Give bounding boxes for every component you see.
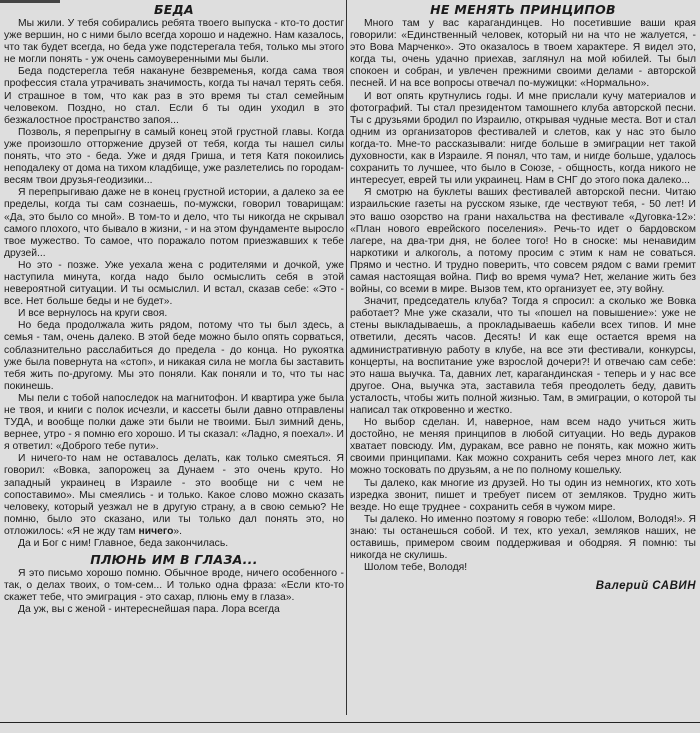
paragraph: Ты далеко, как многие из друзей. Но ты один из немногих, кто хоть изредка звонит, пишет и требует писем от земляков. Трудно жить везде. Но еще труднее - сохранить себя в чужом мире. [350, 477, 696, 513]
right-column [350, 0, 696, 733]
paragraph: Много там у вас карагандинцев. Но посетившие ваши края говорили: «Единственный человек, который ни на что не жалуется, - это Вова Марченко». Это оказалось в твоем характере. Я видел это, когда ты, очень удачно приехав, заглянул на мой юбилей. Ты был спокоен и собран, и увлечен прежними своими делами - авторской песней. И на все вопросы отвечал по-мужицки: «Нормально». [350, 18, 696, 90]
paragraph: Но это - позже. Уже уехала жена с родителями и дочкой, уже наступила минута, когда надо было осмыслить себя в этой невероятной ситуации. И ты осмыслил. И встал, сказав себе: «Это - все. Нет больше беды и не будет». [4, 259, 344, 308]
paragraph: Но беда продолжала жить рядом, потому что ты был здесь, а семья - там, очень далеко. В этой беде можно было опять сорваться, соблазнительно расслабиться до предела - до конца. Но рукоятка уже была повернута на «стоп», и никакая сила не могла бы заставить тебя жить по-другому. Мы это поняли. Как поняли и то, что ты нас покинешь. [4, 320, 344, 392]
section-heading-principles: НЕ МЕНЯТЬ ПРИНЦИПОВ [430, 2, 616, 17]
paragraph: Да и Бог с ним! Главное, беда закончилась. [18, 538, 229, 550]
paragraph: Ты далеко. Но именно поэтому я говорю тебе: «Шолом, Володя!». Я знаю: ты останешься собой. И тех, кто уехал, земляков наших, не оставишь, примером своим поддерживая и ободряя. Я помню: ты никогда не скулишь. [350, 513, 696, 562]
author-signature: Валерий САВИН [595, 580, 696, 593]
paragraph: Мы пели с тобой напоследок на магнитофон. И квартира уже была не твоя, и книги с полок исчезли, и кассеты были давно отправлены ТУДА, и вообще полки даже эти были не твоими. Был зимний день, вернее, утро - я помню его хорошо. И ты сказал: «Ладно, я поехал». И я ответил: «Доброго тебе пути». [4, 392, 344, 453]
paragraph: Беда подстерегла тебя накануне безвременья, когда сама твоя профессия стала утрачивать значимость, когда ты начал терять себя. И страшное в том, что как раз в это время ты стал семейным человеком. Поздно, но стал. Если б ты один уходил в это безжалостное пространство запоя... [4, 66, 344, 126]
paragraph: Мы жили. У тебя собирались ребята твоего выпуска - кто-то достиг уже вершин, но с ними было всегда хорошо и надежно. Нам казалось, что так будет всегда, но беда уже подстерегала тебя, только мы этого не могли понять - уж очень самоуверенными мы были. [4, 18, 344, 66]
left-column [4, 0, 344, 733]
paragraph: И вот опять крутнулись годы. И мне прислали кучу материалов и фотографий. Ты стал президентом тамошнего клуба авторской песни. Ты с друзьями бродил по Израилю, открывая чудные места. Вот и стал одним из организаторов фестивалей и слетов, как у нас это было когда-то. Мне-то рассказывали: нигде больше в эмиграции нет такой духовности, как в Израиле. Я понял, что там, и нигде больше, удалось сохранить то лучшее, что было в Союзе, - общность, когда никого не интересует, еврей ты или украинец. Нам в СНГ до этого пока далеко... [350, 90, 696, 187]
paragraph-text: И ничего-то нам не оставалось делать, как только смеяться. Я говорил: «Вовка, запорожец за Дунаем - это очень круто. Но западный украинец в Израиле - это вообще ни с чем не сопоставимо». Мы смеялись - и только. Какое слово можно сказать человеку, который уезжал не в другую страну, а в свою семью? Не помню, было это сказано, или ты только дал понять это, но отложилось: «Я не жду там [4, 453, 344, 537]
paragraph: Значит, председатель клуба? Тогда я спросил: а сколько же Вовка работает? Мне уже сказали, что ты «пошел на повышение»: уже не стены выкладываешь, а прокладываешь кабели всех типов. И мне ответили, десять часов. Десять! И как еще остается время на административную работу в клубе, на все эти фестивали, конкурсы, концерты, на воспитание уже взрослой дочери?! И отвечаю сам себе: это наша выучка. Та, давних лет, карагандинская - теперь и у нас все другое. Она, выучка эта, заставила тебя преодолеть беду, давить усталость, чтобы жить полной жизнью. Там, в эмиграции, о которой ты написал так откровенно и жестко. [350, 296, 696, 416]
section-heading-plyun: ПЛЮНЬ ИМ В ГЛАЗА... [90, 552, 258, 568]
emphasized-word: ничего [138, 525, 174, 537]
paragraph: Но выбор сделан. И, наверное, нам всем надо учиться жить достойно, не меняя принципов в любой ситуации. Но ведь дураков хватает повсюду. Им, дуракам, все равно не понять, как можно жить своими принципами. Как можно сохранить себя через много лет, как можно тосковать по друзьям, а не по полному кошельку. [350, 417, 696, 477]
section-heading-beda: БЕДА [153, 2, 195, 17]
paragraph: И все вернулось на круги своя. [18, 308, 168, 320]
paragraph: Я перепрыгиваю даже не в конец грустной истории, а далеко за ее пределы, когда ты сам сознаешь, по-мужски, говорил товарищам: «Да, это было со мной». В том-то и дело, что ты никогда не скрывал самого плохого, что бывало в жизни, - и на этом фундаменте выросло твое мужество. То самое, что поражало потом приезжавших к тебе друзей... [4, 187, 344, 259]
paragraph: Я это письмо хорошо помню. Обычное вроде, ничего особенного - так, о делах твоих, о том-сем... И только одна фраза: «Если кто-то скажет тебе, что эмиграция - это сахар, плюнь ему в глаза». [4, 568, 344, 604]
paragraph: Шолом тебе, Володя! [364, 562, 468, 574]
paragraph: Да уж, вы с женой - интереснейшая пара. Лора всегда [18, 604, 280, 616]
paragraph-text-end: ». [173, 525, 183, 537]
paragraph [4, 453, 344, 538]
bottom-rule [0, 722, 700, 723]
column-divider [346, 0, 347, 715]
paragraph: Позволь, я перепрыгну в самый конец этой грустной главы. Когда уже произошло отторжение друзей от тебя, когда ты нашел силы понять, что это - беда. Уже и дядя Гриша, и тетя Катя покоились неподалеку от дома на тихом кладбище, уже разлетелись по городам-весям твои друзья-геодизики... [4, 126, 344, 187]
paragraph: Я смотрю на буклеты ваших фестивалей авторской песни. Читаю израильские газеты на русском языке, где чествуют тебя, - 50 лет! И это вашо озорство на грани нахальства на фестивале «Дуговка-12»: «План нового еврейского поселения». Речь-то идет о бардовском лагере, на два-три дня, не более того! Но в сноске: мы ненавидим наркотики и алкоголь, а потому просим с этим к нам не соваться. Прямо и честно. И трудно поверить, что совсем рядом с вами гремит самая настоящая война. Пиф во время чума? Нет, желание жить без войны, со всеми в мире. Вызов тем, кто организует ее, эту войну. [350, 187, 696, 296]
